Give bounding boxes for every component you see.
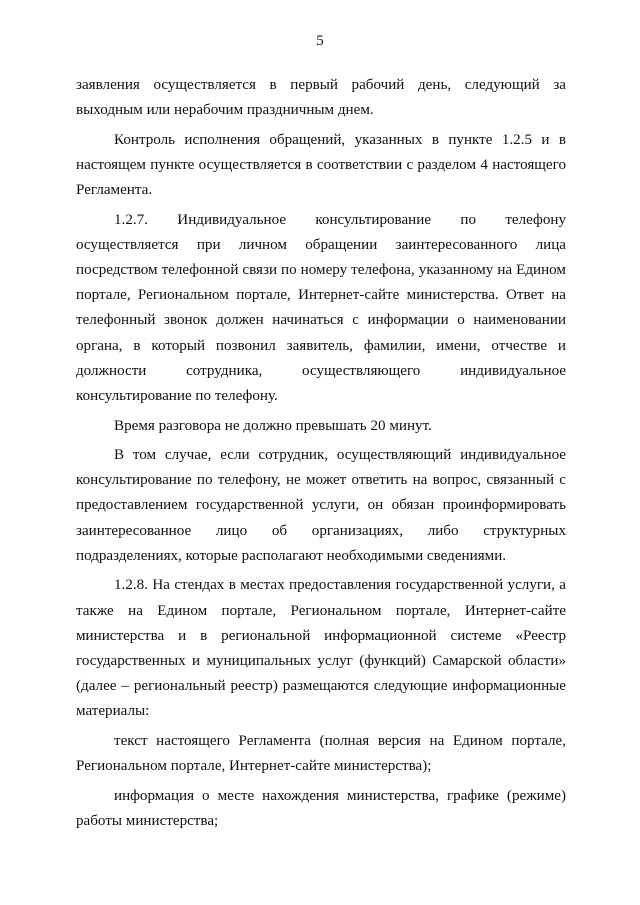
paragraph-8: информация о месте нахождения министерства, графике (режиме) работы министерства; [76,787,566,829]
paragraph-1: заявления осуществляется в первый рабочий день, следующий за выходным или нерабочим праздничным днем. [76,77,566,119]
paragraph-6: 1.2.8. На стендах в местах предоставления государственной услуги, а также на Едином портале, Региональном портале, Интернет-сайте министерства и в региональной информационной системе «Реестр государственных и муниципальных услуг (функций) Самарской области» (далее – региональный реестр) размещаются следующие информационные материалы: [76,577,566,720]
page-number: 5 [316,33,324,49]
paragraph-4: Время разговора не должно превышать 20 минут. [114,417,432,434]
paragraph-2: Контроль исполнения обращений, указанных в пункте 1.2.5 и в настоящем пункте осуществляется в соответствии с разделом 4 настоящего Регламента. [76,131,566,199]
paragraph-3: 1.2.7. Индивидуальное консультирование по телефону осуществляется при личном обращении заинтересованного лица посредством телефонной связи по номеру телефона, указанному на Едином портале, Региональном портале, Интернет-сайте министерства. Ответ на телефонный звонок должен начинаться с информации о наименовании органа, в который позвонил заявитель, фамилии, имени, отчестве и должности сотрудника, осуществляющего индивидуальное консультирование по телефону. [76,211,566,405]
paragraph-5: В том случае, если сотрудник, осуществляющий индивидуальное консультирование по телефону, не может ответить на вопрос, связанный с предоставлением государственной услуги, он обязан проинформировать заинтересованное лицо об организациях, либо структурных подразделениях, которые располагают необходимыми сведениями. [76,447,566,564]
document-body [76,73,566,838]
paragraph-7: текст настоящего Регламента (полная версия на Едином портале, Региональном портале, Интернет-сайте министерства); [76,732,566,775]
